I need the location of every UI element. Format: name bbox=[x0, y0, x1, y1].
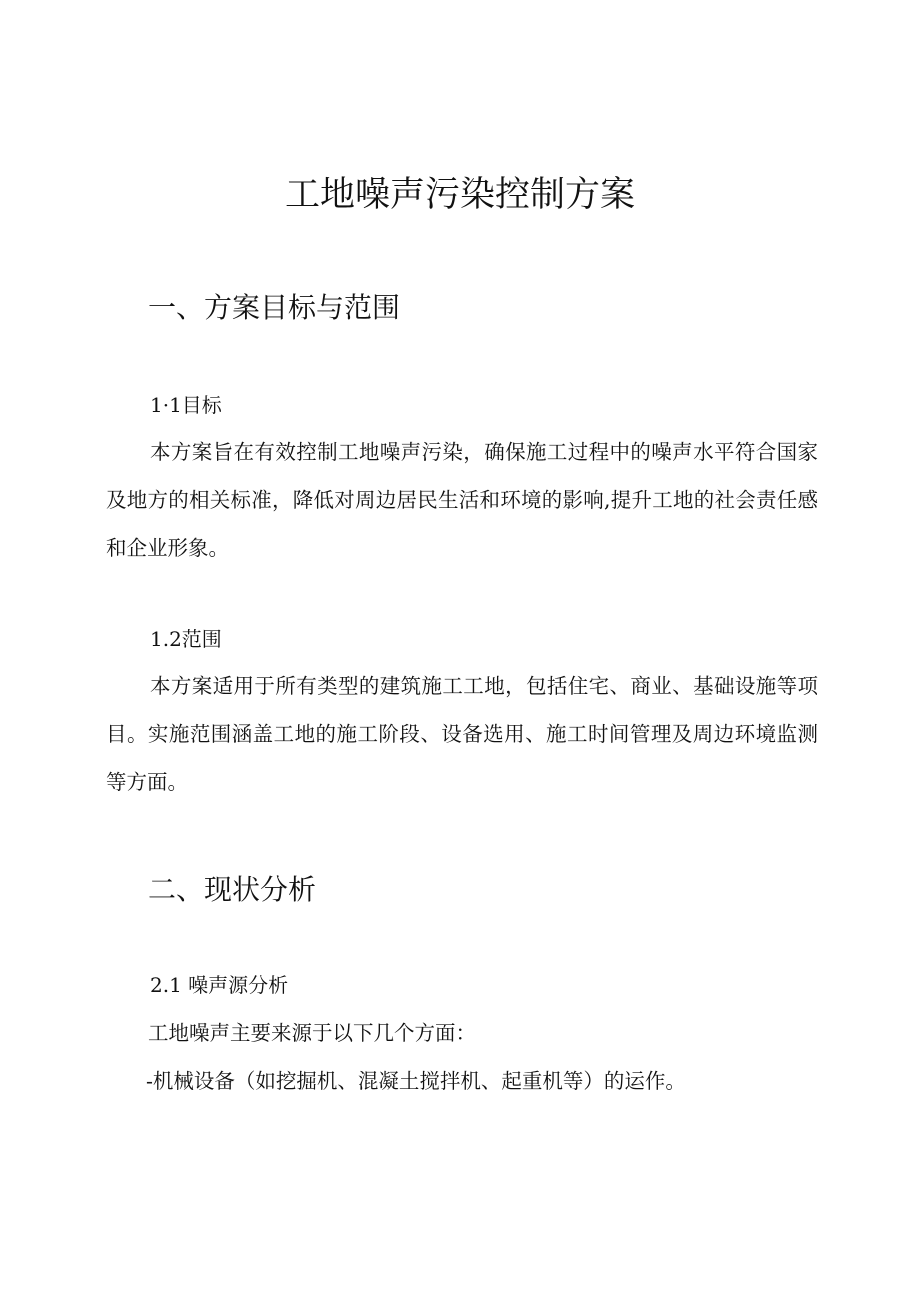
subsection-2-1-heading: 2.1 噪声源分析 bbox=[150, 973, 289, 997]
subsection-1-2-paragraph: 本方案适用于所有类型的建筑施工工地，包括住宅、商业、基础设施等项目。实施范围涵盖工地的施工阶段、设备选用、施工时间管理及周边环境监测等方面。 bbox=[106, 674, 818, 794]
list-item: -机械设备（如挖掘机、混凝土搅拌机、起重机等）的运作。 bbox=[146, 1069, 686, 1093]
document-title: 工地噪声污染控制方案 bbox=[284, 175, 635, 215]
subsection-1-1-paragraph: 本方案旨在有效控制工地噪声污染，确保施工过程中的噪声水平符合国家及地方的相关标准，降低对周边居民生活和环境的影响,提升工地的社会责任感和企业形象。 bbox=[106, 440, 818, 560]
section-1-heading: 一、方案目标与范围 bbox=[148, 291, 401, 324]
subsection-1-2-heading: 1.2范围 bbox=[150, 627, 222, 651]
subsection-1-1-heading: 1·1目标 bbox=[150, 393, 222, 417]
section-2-heading: 二、现状分析 bbox=[148, 873, 317, 906]
subsection-2-1-intro: 工地噪声主要来源于以下几个方面： bbox=[148, 1021, 476, 1045]
